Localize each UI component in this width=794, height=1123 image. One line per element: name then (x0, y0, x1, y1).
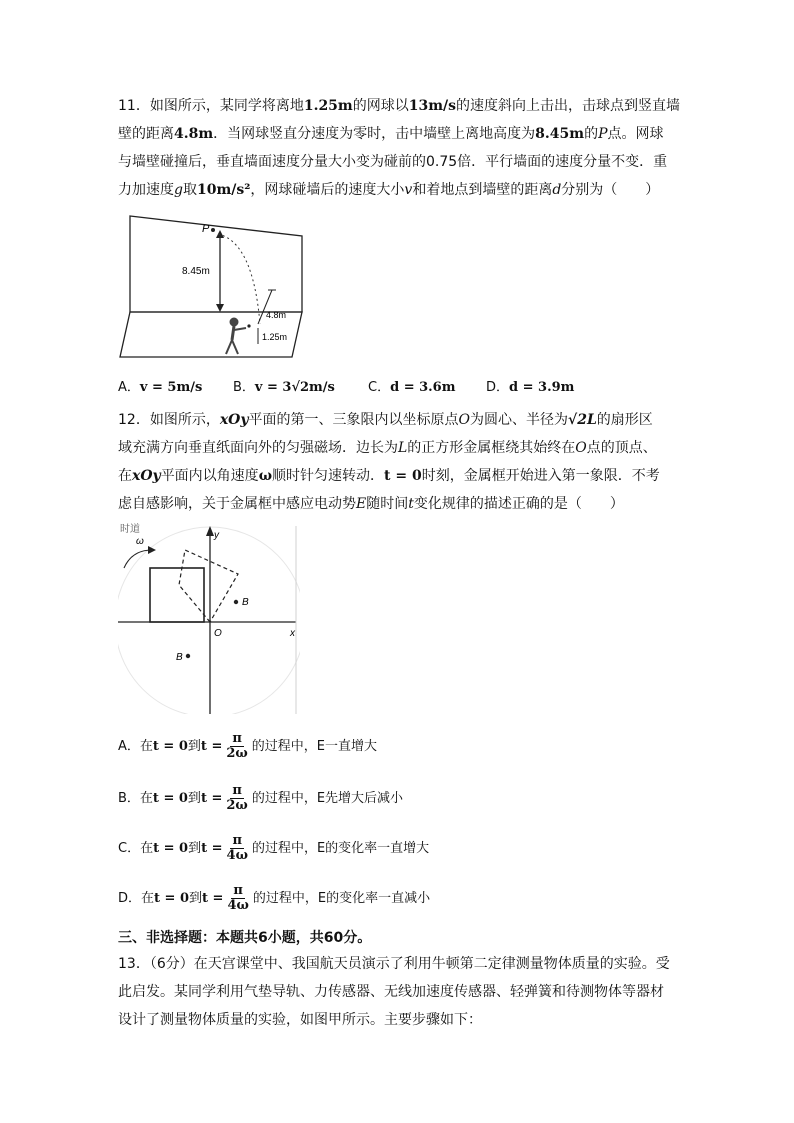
text: 力加速度 (118, 182, 174, 198)
denominator: 2ω (226, 746, 248, 761)
text: ，网球碰墙后的速度大小 (250, 182, 405, 198)
fraction (224, 732, 249, 761)
value-distance: 4.8m (174, 126, 214, 142)
text: 的过程中，E先增大后减小 (251, 791, 404, 806)
origin-label: O (214, 628, 222, 639)
text: 的过程中，E的变化率一直增大 (251, 841, 430, 856)
value-height: 1.25m (303, 98, 353, 114)
label-p: P (202, 223, 210, 235)
numerator: π (232, 783, 242, 798)
q12-option-a[interactable] (118, 732, 377, 761)
option-key: B． (233, 380, 255, 395)
text: 分别为（ ） (561, 182, 660, 198)
t-end: t = (202, 891, 224, 906)
q12-option-b[interactable] (118, 784, 403, 813)
player-icon (226, 318, 246, 354)
q13-line-2: 此启发。某同学利用气垫导轨、力传感器、无线加速度传感器、轻弹簧和待测物体等器材 (118, 984, 664, 1000)
text: 的过程中，E一直增大 (251, 739, 378, 754)
text: 的 (584, 126, 599, 142)
symbol-t: t (408, 496, 414, 512)
q11-line-4 (118, 180, 659, 200)
t-start: t = 0 (152, 791, 188, 806)
text: 变化规律的描述正确的是（ ） (413, 496, 624, 512)
q11-option-d[interactable] (486, 378, 574, 398)
field-b-label-2: B (176, 652, 183, 663)
t-end: t = (200, 791, 223, 806)
point-p: P (598, 126, 608, 142)
symbol-o: O (575, 440, 587, 456)
q12-field-figure (118, 522, 300, 714)
fraction (225, 834, 250, 863)
q11-line-1 (118, 96, 680, 116)
q11-line-3 (118, 152, 667, 172)
option-key: D．在 (118, 891, 155, 906)
text: 虑自感影响，关于金属框中感应电动势 (118, 496, 356, 512)
denominator: 2ω (226, 798, 248, 813)
t-start: t = 0 (154, 891, 190, 906)
value-g: 10m/s² (196, 182, 251, 198)
option-expr: v = 3√2m/s (254, 380, 335, 395)
symbol-o: O (458, 412, 470, 428)
numerator: π (232, 833, 242, 848)
text: 壁的距离 (118, 126, 174, 142)
text: 到 (189, 891, 203, 906)
fraction (224, 784, 249, 813)
symbol-e: E (356, 496, 367, 512)
axis-x-label: x (290, 628, 295, 639)
value-radius: √2L (568, 412, 597, 428)
text: 取 (182, 182, 197, 198)
q12-option-d[interactable] (118, 884, 430, 913)
clipped-corner-text: 时道 (120, 524, 140, 535)
text: 随时间 (366, 496, 409, 512)
option-key: C．在 (118, 841, 154, 856)
label-hit-height: 1.25m (262, 332, 288, 342)
q11-wall-figure (118, 212, 306, 362)
symbol-d: d (552, 182, 562, 198)
q11-line-2 (118, 124, 664, 144)
omega-label: ω (136, 536, 144, 547)
text: ．当网球竖直分速度为零时，击中墙壁上离地高度为 (213, 126, 536, 142)
numerator: π (233, 883, 243, 898)
option-expr: d = 3.9m (509, 380, 575, 395)
label-distance: 4.8m (266, 310, 287, 320)
symbol-plane: xOy (219, 412, 249, 428)
text: 点。网球 (607, 126, 664, 142)
q12-option-c[interactable] (118, 834, 429, 863)
text: 时刻，金属框开始进入第一象限．不考 (421, 468, 660, 484)
value-t0: t = 0 (384, 468, 422, 484)
q11-option-a[interactable] (118, 378, 202, 398)
option-expr: v = 5m/s (139, 380, 203, 395)
option-key: B．在 (118, 791, 153, 806)
q11-option-c[interactable] (368, 378, 455, 398)
text: 到 (187, 791, 201, 806)
text: 11．如图所示，某同学将离地 (118, 98, 304, 114)
text: 平面内以角速度 (160, 468, 259, 484)
q13-line-3: 设计了测量物体质量的实验，如图甲所示。主要步骤如下： (118, 1012, 482, 1028)
symbol-g: g (174, 182, 183, 198)
text: 的正方形金属框绕其始终在 (407, 440, 576, 456)
option-key: D． (486, 380, 510, 395)
text: 点的顶点、 (586, 440, 657, 456)
section-heading: 三、非选择题：本题共6小题，共60分。 (118, 930, 372, 946)
text: 平面的第一、三象限内以坐标原点 (248, 412, 459, 428)
q13-line-1: 13．（6分）在天宫课堂中、我国航天员演示了利用牛顿第二定律测量物体质量的实验。受 (118, 956, 670, 972)
denominator: 4ω (227, 898, 249, 913)
text: 到 (187, 739, 201, 754)
text: 12．如图所示， (118, 412, 220, 428)
t-end: t = (200, 739, 223, 754)
t-start: t = 0 (153, 841, 189, 856)
text: 的速度斜向上击出，击球点到竖直墙 (456, 98, 681, 114)
label-wall-height: 8.45m (182, 266, 210, 277)
q12-line-2 (118, 438, 657, 458)
q12-line-4 (118, 494, 624, 514)
t-end: t = (201, 841, 223, 856)
denominator: 4ω (226, 848, 248, 863)
value-wall-height: 8.45m (535, 126, 585, 142)
value-speed: 13m/s (408, 98, 457, 114)
symbol-v: v (404, 182, 413, 198)
symbol-l: L (398, 440, 408, 456)
text: 的扇形区 (596, 412, 653, 428)
t-start: t = 0 (152, 739, 188, 754)
option-key: A． (118, 380, 140, 395)
text: 顺时针匀速转动． (272, 468, 385, 484)
q12-line-3 (118, 466, 660, 486)
option-key: A．在 (118, 739, 153, 754)
symbol-omega: ω (258, 468, 273, 484)
symbol-plane: xOy (132, 468, 161, 484)
text: 与墙壁碰撞后，垂直墙面速度分量大小变为碰前的0.75倍．平行墙面的速度分量不变．重 (118, 154, 668, 170)
axis-y-label: y (214, 530, 219, 541)
text: 的过程中，E的变化率一直减小 (252, 891, 431, 906)
option-expr: d = 3.6m (390, 380, 456, 395)
q11-option-b[interactable] (233, 378, 335, 398)
q12-line-1 (118, 410, 653, 430)
option-key: C． (368, 380, 391, 395)
text: 为圆心、半径为 (470, 412, 568, 428)
text: 域充满方向垂直纸面向外的匀强磁场．边长为 (118, 440, 398, 456)
fraction (225, 884, 250, 913)
field-b-label-1: B (242, 597, 249, 608)
text: 到 (188, 841, 202, 856)
text: 的网球以 (352, 98, 409, 114)
text: 在 (118, 468, 132, 484)
text: 和着地点到墙壁的距离 (412, 182, 553, 198)
numerator: π (232, 731, 242, 746)
